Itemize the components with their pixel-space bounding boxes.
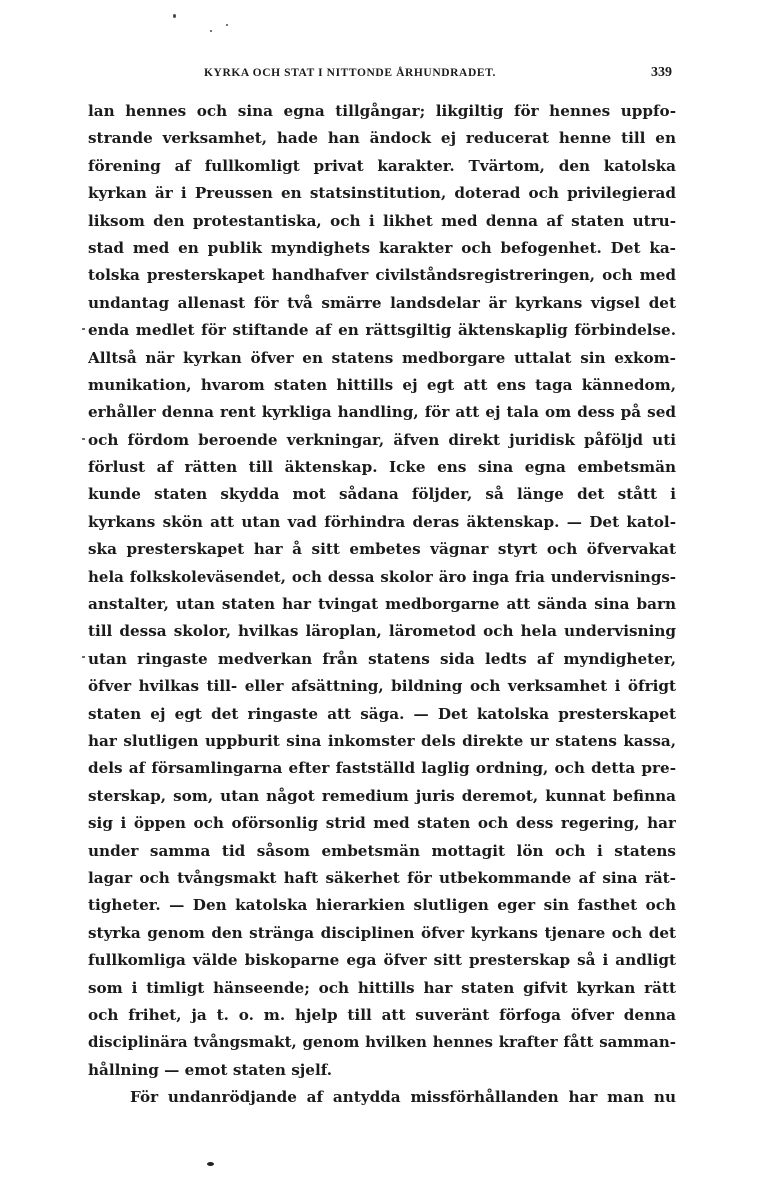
text-line: strande verksamhet, hade han ändock ej reducerat henne till en xyxy=(88,129,676,148)
text-line: erhåller denna rent kyrkliga handling, för att ej tala om dess på sed xyxy=(88,403,676,422)
text-line: liksom den protestantiska, och i likhet med denna af staten utru- xyxy=(88,211,676,230)
margin-mark xyxy=(82,656,85,658)
text-line: kyrkan är i Preussen en statsinstitution, doterad och privilegierad xyxy=(88,184,676,203)
body-text xyxy=(88,98,676,1111)
text-line: som i timligt hänseende; och hittills har staten gifvit kyrkan rätt xyxy=(88,978,676,997)
text-line: hela folkskoleväsendet, och dessa skolor äro inga fria undervisnings- xyxy=(88,567,676,586)
text-line: tolska presterskapet handhafver civilståndsregistreringen, och med xyxy=(88,266,676,285)
text-line: har slutligen uppburit sina inkomster dels direkte ur statens kassa, xyxy=(88,731,676,750)
text-line: kyrkans skön att utan vad förhindra deras äktenskap. — Det katol- xyxy=(88,512,676,531)
ink-speck xyxy=(173,14,176,18)
text-line: ska presterskapet har å sitt embetes vägnar styrt och öfvervakat xyxy=(88,540,676,559)
text-line: utan ringaste medverkan från statens sida ledts af myndigheter, xyxy=(88,649,676,668)
text-line: staten ej egt det ringaste att säga. — Det katolska presterskapet xyxy=(88,704,676,723)
text-line: anstalter, utan staten har tvingat medborgarne att sända sina barn xyxy=(88,595,676,614)
text-line: sterskap, som, utan något remedium juris deremot, kunnat befinna xyxy=(88,786,676,805)
text-line: och frihet, ja t. o. m. hjelp till att suveränt förfoga öfver denna xyxy=(88,1005,676,1024)
ink-speck xyxy=(210,30,212,32)
text-line: disciplinära tvångsmakt, genom hvilken hennes krafter fått samman- xyxy=(88,1033,676,1052)
text-line: tigheter. — Den katolska hierarkien slutligen eger sin fasthet och xyxy=(88,896,676,915)
text-line: lagar och tvångsmakt haft säkerhet för utbekommande af sina rät- xyxy=(88,868,676,887)
ink-speck xyxy=(226,24,228,26)
margin-mark xyxy=(82,438,85,440)
text-line: För undanrödjande af antydda missförhållanden har man nu xyxy=(130,1088,676,1107)
text-line: munikation, hvarom staten hittills ej egt att ens taga kännedom, xyxy=(88,375,676,394)
text-line: hållning — emot staten sjelf. xyxy=(88,1060,332,1079)
text-line: kunde staten skydda mot sådana följder, så länge det stått i xyxy=(88,485,676,504)
text-line: undantag allenast för två smärre landsdelar är kyrkans vigsel det xyxy=(88,293,676,312)
text-line: till dessa skolor, hvilkas läroplan, lärometod och hela undervisning xyxy=(88,622,676,641)
text-line: styrka genom den stränga disciplinen öfver kyrkans tjenare och det xyxy=(88,923,676,942)
text-line: stad med en publik myndighets karakter och befogenhet. Det ka- xyxy=(88,238,676,257)
text-line: sig i öppen och oförsonlig strid med staten och dess regering, har xyxy=(88,814,676,833)
margin-mark xyxy=(82,328,85,330)
text-line: öfver hvilkas till- eller afsättning, bildning och verksamhet i öfrigt xyxy=(88,677,676,696)
text-line: enda medlet för stiftande af en rättsgiltig äktenskaplig förbindelse. xyxy=(88,321,676,340)
text-line: Alltså när kyrkan öfver en statens medborgare uttalat sin exkom- xyxy=(88,348,676,367)
page-header xyxy=(86,64,676,84)
text-line: förlust af rätten till äktenskap. Icke ens sina egna embetsmän xyxy=(88,458,676,477)
text-line: lan hennes och sina egna tillgångar; likgiltig för hennes uppfo- xyxy=(88,102,676,120)
text-line: fullkomliga välde biskoparne ega öfver sitt presterskap så i andligt xyxy=(88,951,676,970)
page-number: 339 xyxy=(651,65,672,80)
text-line: förening af fullkomligt privat karakter. Tvärtom, den katolska xyxy=(88,156,676,175)
ink-speck xyxy=(207,1162,214,1166)
text-line: dels af församlingarna efter fastställd laglig ordning, och detta pre- xyxy=(88,759,676,778)
text-line: under samma tid såsom embetsmän mottagit lön och i statens xyxy=(88,841,676,860)
running-title: KYRKA OCH STAT I NITTONDE ÅRHUNDRADET. xyxy=(204,67,497,79)
text-line: och fördom beroende verkningar, äfven direkt juridisk påföljd uti xyxy=(88,430,676,449)
